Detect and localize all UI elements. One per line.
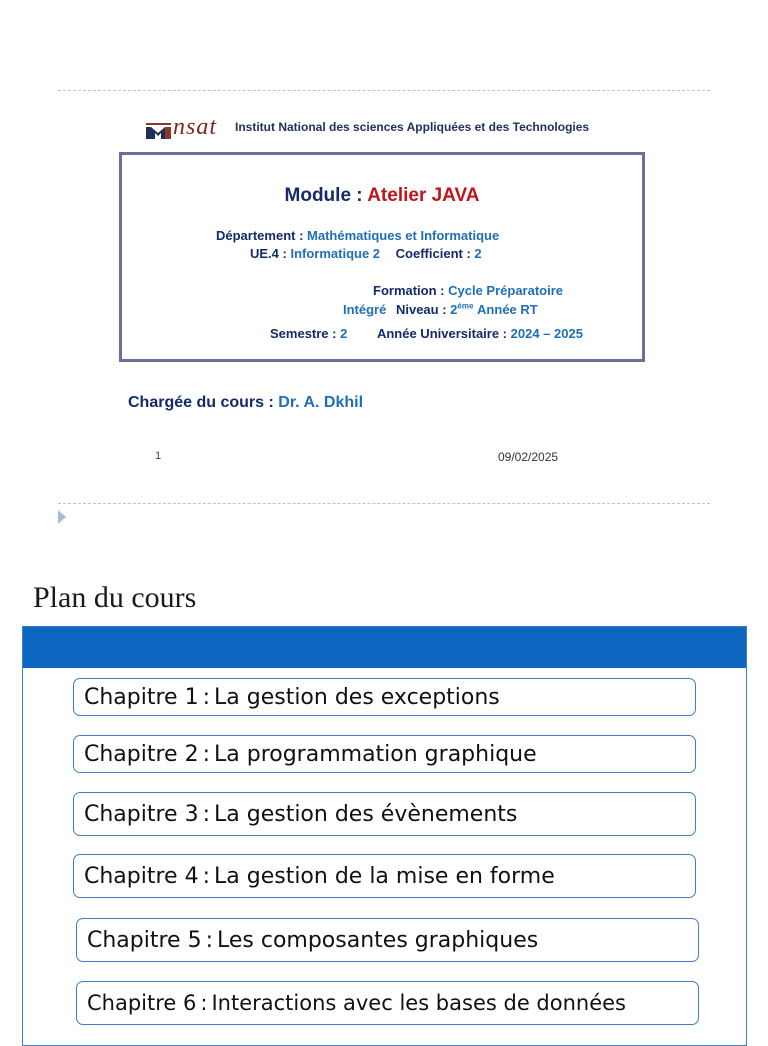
niveau-superscript: ème: [457, 301, 474, 311]
formation-value-cont: Intégré: [343, 302, 387, 317]
lecturer-label: Chargée du cours :: [128, 394, 274, 411]
chapter-separator: :: [202, 684, 210, 710]
departement-line: [216, 228, 499, 243]
chapter-separator: :: [205, 927, 213, 953]
annee-value: 2024 – 2025: [510, 326, 583, 341]
chapter-item[interactable]: [76, 981, 699, 1025]
module-label: Module :: [284, 185, 363, 206]
institution-header: [146, 114, 589, 140]
chapter-item[interactable]: [73, 735, 696, 773]
chapter-number: Chapitre 1: [84, 684, 199, 710]
top-divider: [58, 90, 710, 91]
niveau-label: Niveau :: [395, 302, 447, 317]
logo-text: nsat: [173, 114, 218, 140]
formation-value: Cycle Préparatoire: [448, 283, 564, 298]
chapter-separator: :: [202, 741, 210, 767]
chapter-number: Chapitre 6: [87, 991, 197, 1015]
formation-line: [373, 283, 563, 298]
chapter-title: Interactions avec les bases de données: [211, 991, 626, 1015]
insat-logo: [146, 115, 217, 139]
chapter-number: Chapitre 5: [87, 927, 202, 953]
niveau-line: [343, 302, 538, 317]
chapter-separator: :: [202, 801, 210, 827]
chapter-title: La gestion des exceptions: [214, 684, 500, 710]
chapter-number: Chapitre 3: [84, 801, 199, 827]
chapter-item[interactable]: [73, 792, 696, 836]
slide-number: 1: [155, 450, 162, 462]
lecturer-line: [128, 394, 363, 412]
chapter-title: La gestion des évènements: [214, 801, 518, 827]
semestre-line: [270, 326, 583, 341]
plan-panel: [22, 626, 747, 1046]
departement-value: Mathématiques et Informatique: [307, 228, 500, 243]
institute-name: Institut National des sciences Appliquées et des Technologies: [235, 120, 590, 134]
module-info-box: [119, 152, 645, 362]
chapter-number: Chapitre 4: [84, 863, 199, 889]
lecturer-name: Dr. A. Dkhil: [278, 394, 364, 411]
play-triangle-icon[interactable]: [58, 510, 66, 524]
chapter-title: La programmation graphique: [214, 741, 537, 767]
ue-value: Informatique 2: [290, 246, 381, 261]
plan-title: Plan du cours: [33, 581, 197, 614]
niveau-value: Année RT: [477, 302, 538, 317]
chapter-separator: :: [200, 991, 208, 1015]
chapter-item[interactable]: [73, 678, 696, 716]
coefficient-label: Coefficient :: [395, 246, 471, 261]
module-title: [122, 185, 642, 207]
slide-date: 09/02/2025: [498, 450, 559, 464]
bottom-divider: [58, 503, 710, 504]
chapter-title: Les composantes graphiques: [217, 927, 539, 953]
chapter-item[interactable]: [76, 918, 699, 962]
formation-label: Formation :: [373, 283, 445, 298]
chapter-title: La gestion de la mise en forme: [214, 863, 555, 889]
chapter-separator: :: [202, 863, 210, 889]
ue-label: UE.4 :: [250, 246, 287, 261]
chapter-item[interactable]: [73, 854, 696, 898]
departement-label: Département :: [216, 228, 304, 243]
chapter-number: Chapitre 2: [84, 741, 199, 767]
semestre-label: Semestre :: [270, 326, 337, 341]
niveau-number: 2: [450, 302, 458, 317]
ue-line: [250, 246, 482, 261]
semestre-value: 2: [340, 326, 348, 341]
coefficient-value: 2: [474, 246, 482, 261]
module-name: Atelier JAVA: [367, 185, 480, 206]
annee-label: Année Universitaire :: [376, 326, 508, 341]
plan-panel-header: [23, 627, 746, 668]
